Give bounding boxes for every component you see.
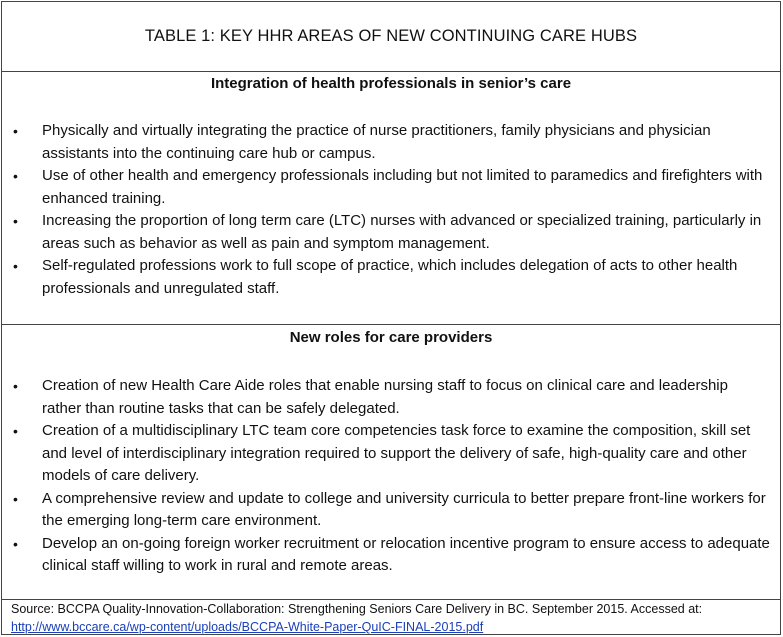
bullet-icon: •: [13, 168, 18, 184]
list-item-text: Physically and virtually integrating the practice of nurse practitioners, family physicians and physician assistants into the continuing care hub or campus.: [42, 122, 711, 162]
bullet-list: [2, 120, 780, 300]
table-title: TABLE 1: KEY HHR AREAS OF NEW CONTINUING CARE HUBS: [144, 27, 638, 45]
list-item-text: A comprehensive review and update to college and university curricula to better prepare front-line workers for the emerging long-term care environment.: [42, 489, 766, 529]
list-item-text: Creation of a multidisciplinary LTC team core competencies task force to examine the composition, skill set and level of interdisciplinary integration required to support the delivery of safe, high-quality care and other models of care delivery.: [42, 422, 751, 484]
list-item: [2, 255, 780, 300]
bullet-icon: •: [13, 490, 18, 507]
bullet-icon: •: [13, 123, 18, 139]
section-new-roles: [2, 325, 780, 600]
section-heading: New roles for care providers: [289, 329, 493, 346]
list-item-text: Develop an on-going foreign worker recruitment or relocation incentive program to ensure access to adequate clinical staff willing to work in rural and remote areas.: [42, 534, 770, 574]
list-item: [2, 165, 780, 210]
source-text: Source: BCCPA Quality-Innovation-Collaboration: Strengthening Seniors Care Delivery in BC. September 2015. Accessed at:: [11, 602, 703, 616]
list-item: [2, 420, 780, 488]
list-item-text: Creation of new Health Care Aide roles that enable nursing staff to focus on clinical care and leadership rather than routine tasks that can be safely delegated.: [42, 377, 728, 417]
bullet-icon: •: [13, 423, 18, 439]
list-item-text: Increasing the proportion of long term care (LTC) nurses with advanced or specialized training, particularly in areas such as behavior as well as pain and symptom management.: [42, 212, 762, 252]
bullet-icon: •: [13, 258, 18, 274]
list-item-text: Use of other health and emergency professionals including but not limited to paramedics and firefighters with enhanced training.: [42, 167, 763, 207]
list-item: [2, 533, 780, 578]
table-title-row: [2, 2, 780, 72]
list-item: [2, 488, 780, 533]
bullet-icon: •: [13, 213, 18, 229]
list-item: [2, 210, 780, 255]
bullet-list: [2, 375, 780, 578]
section-heading: Integration of health professionals in senior’s care: [210, 75, 572, 92]
list-item: [2, 120, 780, 165]
bullet-icon: •: [13, 535, 18, 552]
list-item-text: Self-regulated professions work to full scope of practice, which includes delegation of acts to other health professionals and unregulated staff.: [42, 257, 738, 297]
source-link[interactable]: http://www.bccare.ca/wp-content/uploads/BCCPA-White-Paper-QuIC-FINAL-2015.pdf: [11, 620, 484, 634]
list-item: [2, 375, 780, 420]
source-note: [2, 600, 780, 636]
section-integration: [2, 72, 780, 325]
hhr-table: [1, 1, 781, 635]
bullet-icon: •: [13, 378, 18, 394]
